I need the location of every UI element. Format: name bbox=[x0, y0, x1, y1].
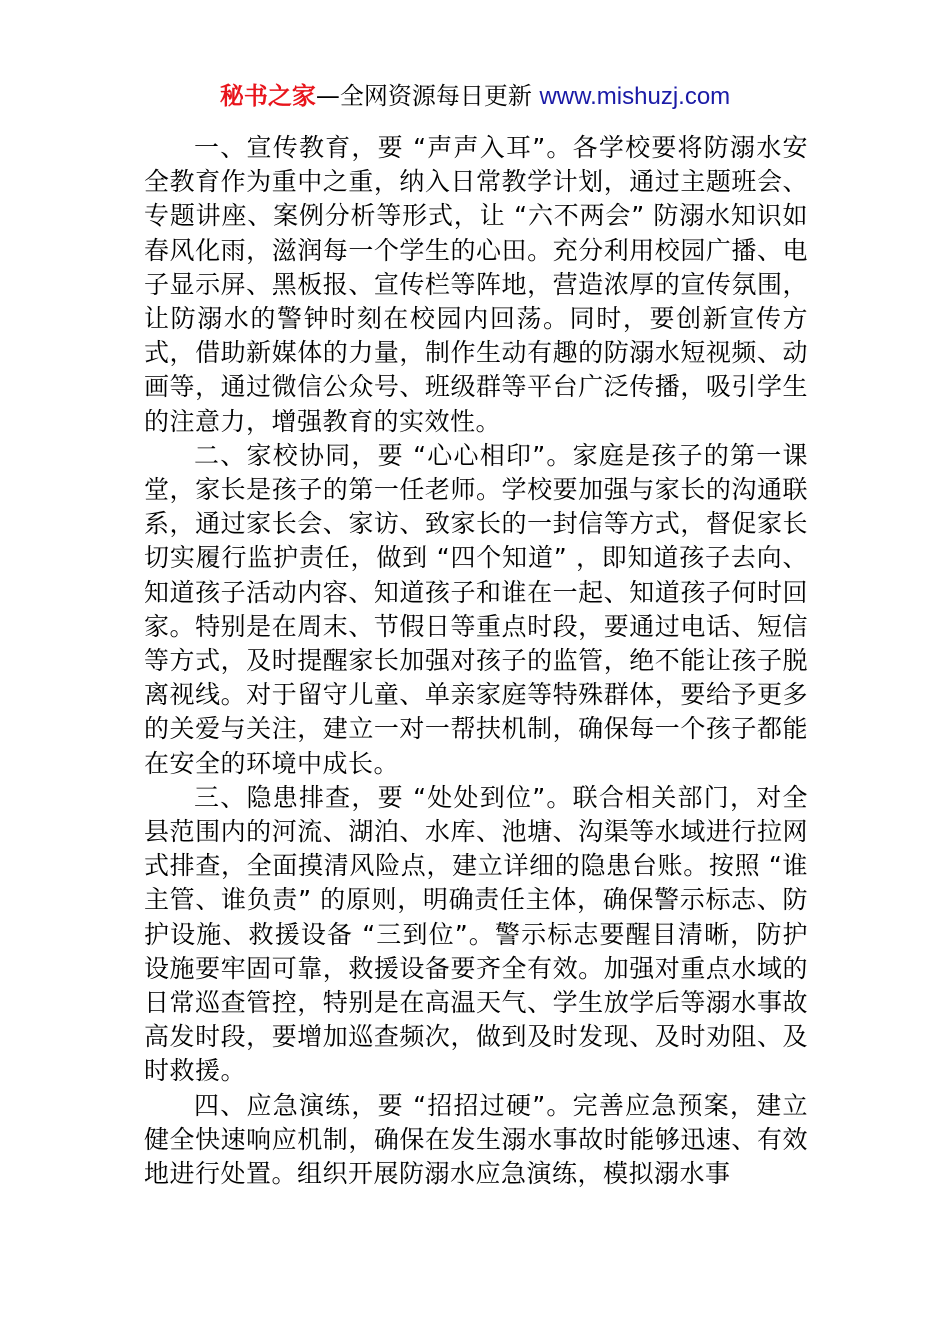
site-url-link[interactable]: www.mishuzj.com bbox=[539, 83, 731, 110]
site-tagline: —全网资源每日更新 bbox=[315, 82, 532, 110]
site-brand: 秘书之家 bbox=[219, 82, 316, 110]
document-body bbox=[144, 131, 808, 1191]
paragraph-publicity-education: 一、宣传教育，要 “声声入耳”。各学校要将防溺水安全教育作为重中之重，纳入日常教学计划，通过主题班会、专题讲座、案例分析等形式，让 “六不两会” 防溺水知识如春风化雨，滋润每一个学生的心田。充分利用校园广播、电子显示屏、黑板报、宣传栏等阵地，营造浓厚的宣传氛围，让防溺水的警钟时刻在校园内回荡。同时，要创新宣传方式，借助新媒体的力量，制作生动有趣的防溺水短视频、动画等，通过微信公众号、班级群等平台广泛传播，吸引学生的注意力，增强教育的实效性。 bbox=[144, 133, 808, 436]
site-header bbox=[0, 80, 950, 113]
paragraph-home-school-cooperation: 二、家校协同，要 “心心相印”。家庭是孩子的第一课堂，家长是孩子的第一任老师。学校要加强与家长的沟通联系，通过家长会、家访、致家长的一封信等方式，督促家长切实履行监护责任，做到 “四个知道” ，即知道孩子去向、知道孩子活动内容、知道孩子和谁在一起、知道孩子何时回家。特别是在周末、节假日等重点时段，要通过电话、短信等方式，及时提醒家长加强对孩子的监管，绝不能让孩子脱离视线。对于留守儿童、单亲家庭等特殊群体，要给予更多的关爱与关注，建立一对一帮扶机制，确保每一个孩子都能在安全的环境中成长。 bbox=[144, 440, 808, 778]
paragraph-hazard-inspection: 三、隐患排查，要 “处处到位”。联合相关部门，对全县范围内的河流、湖泊、水库、池塘、沟渠等水域进行拉网式排查，全面摸清风险点，建立详细的隐患台账。按照 “谁主管、谁负责” 的原则，明确责任主体，确保警示标志、防护设施、救援设备 “三到位”。警示标志要醒目清晰，防护设施要牢固可靠，救援设备要齐全有效。加强对重点水域的日常巡查管控，特别是在高温天气、学生放学后等溺水事故高发时段，要增加巡查频次，做到及时发现、及时劝阻、及时救援。 bbox=[144, 782, 808, 1086]
paragraph-emergency-drill: 四、应急演练，要 “招招过硬”。完善应急预案，建立健全快速响应机制，确保在发生溺水事故时能够迅速、有效地进行处置。组织开展防溺水应急演练，模拟溺水事 bbox=[144, 1090, 808, 1189]
